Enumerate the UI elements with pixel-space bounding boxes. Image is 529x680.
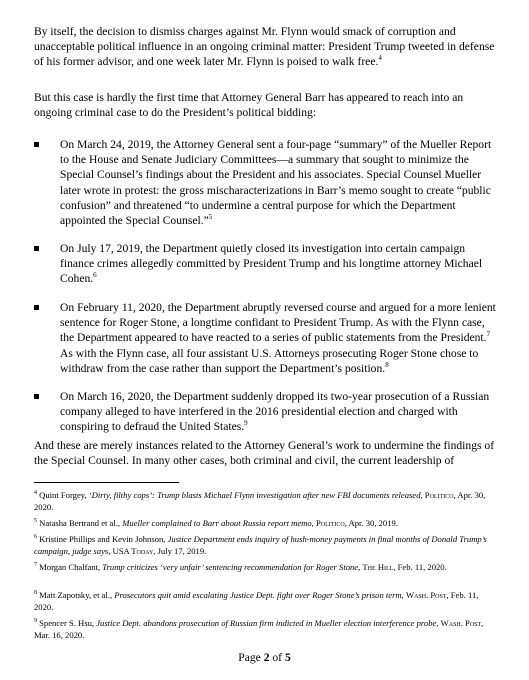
bullet-icon <box>34 394 39 399</box>
bullet-icon <box>34 246 39 251</box>
page-number: 2 <box>263 651 270 664</box>
footnote-divider <box>34 482 179 483</box>
page-footer: Page 2 of 5 <box>238 651 291 664</box>
bullet-icon <box>34 142 39 147</box>
footnote-8: $^8$ Matt Zapotsky, et al., Prosecutors quit amid escalating Justice Dept. fight over Roger Stone’s prison term, Wash. Post, Feb. 11, 2020. <box>34 590 479 613</box>
bullet-icon <box>34 305 39 310</box>
footnote-ref: 7 <box>486 330 491 339</box>
footnote-ref: 9 <box>244 419 248 428</box>
footnote-ref: 8 <box>385 360 389 369</box>
footnote-ref: 5 <box>208 213 213 222</box>
paragraph-barr-intro: But this case is hardly the first time that Attorney General Barr has appeared to reach into an ongoing criminal case to do the President’s political bidding: <box>34 91 464 120</box>
document-page: By itself, the decision to dismiss charges against Mr. Flynn would smack of corruption and unacceptable political influence in an ongoing criminal matter: President Trump tweeted in defense of his former advisor, and one week later Mr. Flynn is poised to walk free.$^4$ But this case is hardly the first time that Attorney General Barr has appeared to reach into an ongoing criminal case to do the President’s political bidding: On March 24, 2019, the Attorney General sent a four-page “summary” of the Mueller Report to the House and Senate Judiciary Committees—a summary that sought to minimize the Special Counsel’s findings about the President and his associates. Special Counsel Mueller later wrote in protest: the gross mischaracterizations in Barr’s memo sought to create “public confusion” and threatened “to undermine a central purpose for which the Department appointed the Special Counsel.”$^5$ On July 17, 2019, the Department quietly closed its investigation into certain campaign finance crimes allegedly committed by President Trump and his longtime attorney Michael Cohen.$^6$ On February 11, 2020, the Department abruptly reversed course and argued for a more lenient sentence for Roger Stone, a longtime confidant to President Trump. As with the Flynn case, the Department appeared to have reacted to a series of public statements from the President.$^7$ As with the Flynn case, all four assistant U.S. Attorneys prosecuting Roger Stone chose to withdraw from the case rather than support the Department’s position.$^8$ On March 16, 2020, the Department suddenly dropped its two-year prosecution of a Russian company alleged to have interfered in the 2016 presidential election and charged with conspiring to defraud the United States.$^9$ And these are merely instances related to the Attorney General’s work to undermine the findings of the Special Counsel. In many other cases, both criminal and civil, the current leadership of $^4$ Quint Forgey, ‘Dirty, filthy cops’: Trump blasts Michael Flynn investigation after new FBI documents released, Politico, Apr. 30, 2020. $^5$ Natasha Bertrand et al., Mueller complained to Barr about Russia report memo, Politico, Apr. 30, 2019. $^6$ Kristine Phillips and Kevin Johnson, Justice Department ends inquiry of hush-money payments in final months of Donald Trump’s campaign, judge says, USA Today, July 17, 2019. $^7$ Morgan Chalfant, Trump criticizes ‘very unfair’ sentencing recommendation for Roger Stone, The Hill, Feb. 11, 2020. $^8$ Matt Zapotsky, et al., Prosecutors quit amid escalating Justice Dept. fight over Roger Stone’s prison term, Wash. Post, Feb. 11, 2020. $^9$ Spencer S. Hsu, Justice Dept. abandons prosecution of Russian firm indicted in Mueller election interference probe, Wash. Post, Mar. 16, 2020. Page 2 of 5 <box>0 0 529 680</box>
footnote-ref: 4 <box>378 54 382 63</box>
paragraph-flynn-dismissal: By itself, the decision to dismiss charges against Mr. Flynn would smack of corruption and unacceptable political influence in an ongoing criminal matter: President Trump tweeted in defense of his former advisor, and one week later Mr. Flynn is poised to walk free.$^4$ <box>34 25 495 69</box>
footnote-5: $^5$ Natasha Bertrand et al., Mueller complained to Barr about Russia report memo, Politico, Apr. 30, 2019. <box>34 518 398 528</box>
footnote-7: $^7$ Morgan Chalfant, Trump criticizes ‘very unfair’ sentencing recommendation for Roger Stone, The Hill, Feb. 11, 2020. <box>34 562 447 572</box>
paragraph-special-counsel: And these are merely instances related to the Attorney General’s work to undermine the findings of the Special Counsel. In many other cases, both criminal and civil, the current leadership of <box>34 439 495 468</box>
footnote-ref: 6 <box>93 271 97 280</box>
footnote-4: $^4$ Quint Forgey, ‘Dirty, filthy cops’: Trump blasts Michael Flynn investigation after new FBI documents released, Politico, Apr. 30, 2020. <box>34 490 486 513</box>
page-total: 5 <box>284 651 291 664</box>
footnote-6: $^6$ Kristine Phillips and Kevin Johnson, Justice Department ends inquiry of hush-money payments in final months of Donald Trump’s campaign, judge says, USA Today, July 17, 2019. <box>34 534 487 557</box>
footnote-9: $^9$ Spencer S. Hsu, Justice Dept. abandons prosecution of Russian firm indicted in Mueller election interference probe, Wash. Post, Mar. 16, 2020. <box>34 618 484 641</box>
